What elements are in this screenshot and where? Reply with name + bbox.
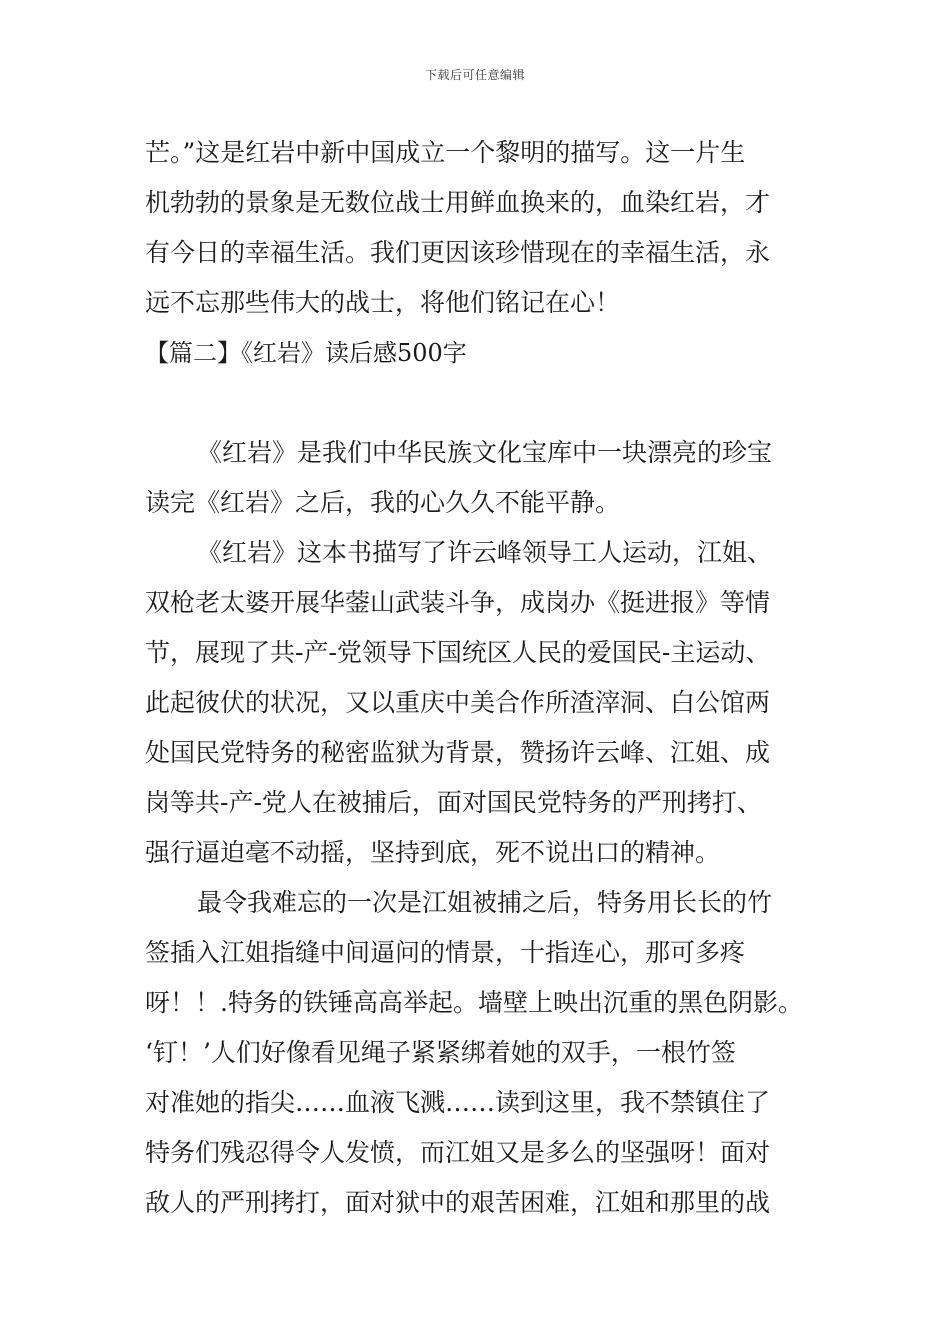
text-line: 对准她的指尖……血液飞溅……读到这里，我不禁镇住了 — [145, 1088, 771, 1117]
text-line: 处国民党特务的秘密监狱为背景，赞扬许云峰、江姐、成 — [145, 738, 771, 767]
text-line: 特务们残忍得令人发愤，而江姐又是多么的坚强呀！面对 — [145, 1138, 771, 1167]
text-line: 机勃勃的景象是无数位战士用鲜血换来的，血染红岩，才 — [145, 188, 771, 217]
text-line: 敌人的严刑拷打，面对狱中的艰苦困难，江姐和那里的战 — [145, 1188, 771, 1217]
text-line: 双枪老太婆开展华蓥山武装斗争，成岗办《挺进报》等情 — [145, 588, 771, 617]
section-heading: 【篇二】《红岩》读后感500字 — [145, 339, 467, 367]
text-line: 此起彼伏的状况，又以重庆中美合作所渣滓洞、白公馆两 — [145, 688, 771, 717]
page-header-note: 下载后可任意编辑 — [424, 68, 525, 82]
text-line: 强行逼迫毫不动摇，坚持到底，死不说出口的精神。 — [145, 838, 721, 867]
text-line: 《红岩》是我们中华民族文化宝库中一块漂亮的珍宝 — [197, 438, 773, 467]
text-line: 芒。”这是红岩中新中国成立一个黎明的描写。这一片生 — [145, 138, 746, 167]
document-body — [145, 128, 810, 1228]
text-line: 岗等共-产-党人在被捕后，面对国民党特务的严刑拷打、 — [145, 788, 762, 817]
text-line: 读完《红岩》之后，我的心久久不能平静。 — [145, 488, 621, 517]
text-line: 远不忘那些伟大的战士，将他们铭记在心！ — [145, 288, 621, 317]
text-line: 最令我难忘的一次是江姐被捕之后，特务用长长的竹 — [197, 888, 773, 917]
blank-line — [145, 378, 810, 428]
text-line: 节，展现了共-产-党领导下国统区人民的爱国民-主运动、 — [145, 638, 771, 667]
text-line: 呀！！.特务的铁锤高高举起。墙壁上映出沉重的黑色阴影。 — [145, 988, 803, 1017]
text-line: 《红岩》这本书描写了许云峰领导工人运动，江姐、 — [197, 538, 773, 567]
text-line: 有今日的幸福生活。我们更因该珍惜现在的幸福生活，永 — [145, 238, 771, 267]
text-line: 签插入江姐指缝中间逼问的情景，十指连心，那可多疼 — [145, 938, 746, 967]
text-line: ‘钉！’人们好像看见绳子紧紧绑着她的双手，一根竹签 — [145, 1038, 736, 1067]
